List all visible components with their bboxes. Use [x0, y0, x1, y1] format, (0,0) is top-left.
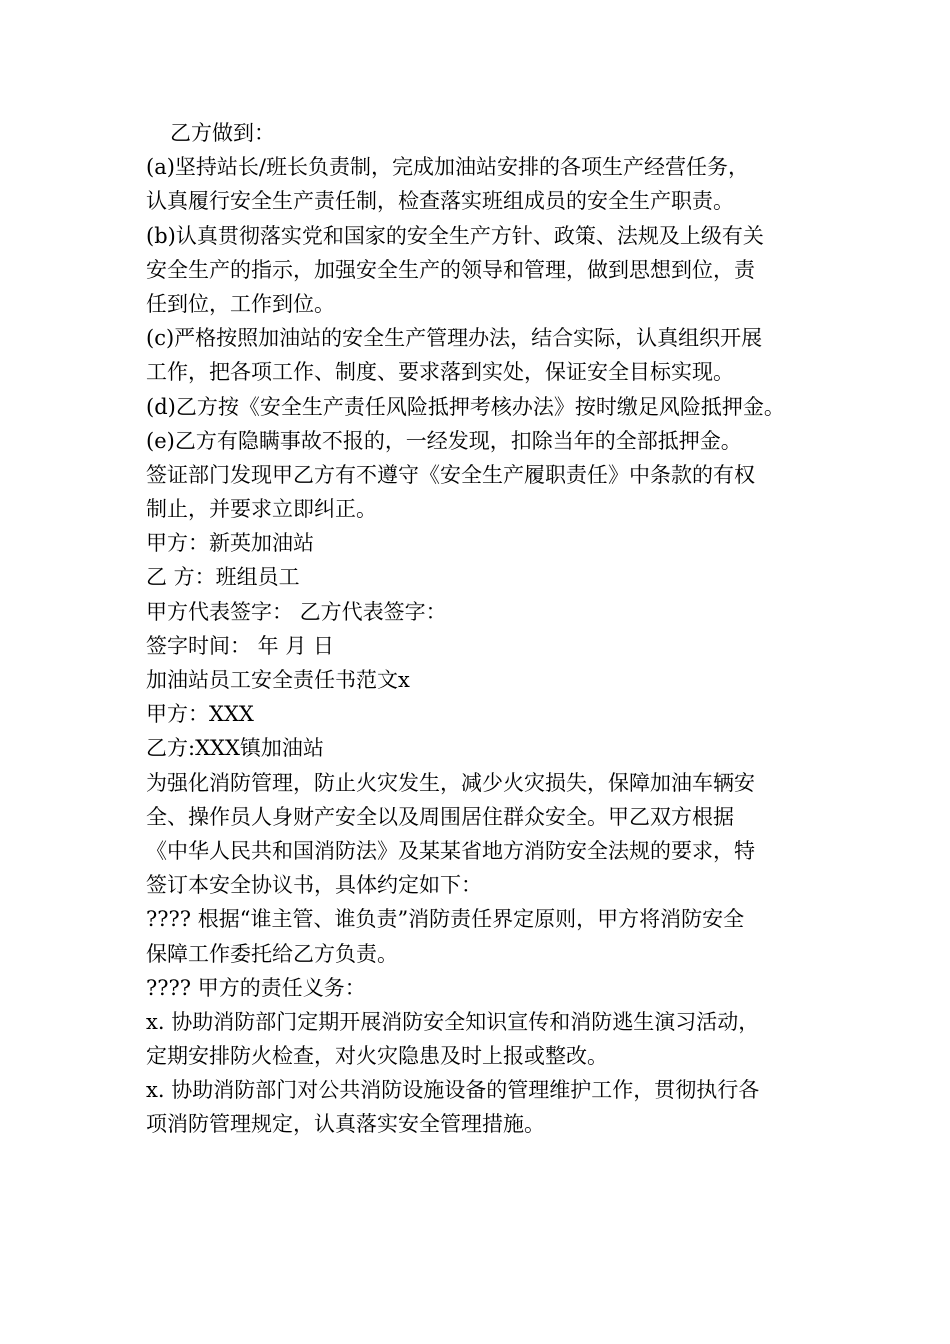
- text-line: 任到位，工作到位。: [146, 291, 335, 316]
- text-line: 为强化消防管理，防止火灾发生，减少火灾损失，保障加油车辆安: [146, 770, 755, 795]
- text-line: (a)坚持站长/班长负责制，完成加油站安排的各项生产经营任务，: [146, 155, 749, 180]
- text-line: 加油站员工安全责任书范文x: [146, 668, 410, 692]
- document-page: [146, 116, 826, 1142]
- text-line: ???? 甲方的责任义务：: [146, 975, 366, 1000]
- text-line: 甲方：新英加油站: [146, 531, 314, 556]
- text-line: x. 协助消防部门定期开展消防安全知识宣传和消防逃生演习活动，: [146, 1009, 760, 1034]
- text-line: (e)乙方有隐瞒事故不报的，一经发现，扣除当年的全部抵押金。: [146, 428, 742, 453]
- text-line: 乙方做到：: [170, 121, 275, 145]
- text-line: 制止，并要求立即纠正。: [146, 497, 377, 522]
- text-line: 安全生产的指示，加强安全生产的领导和管理，做到思想到位，责: [146, 257, 755, 282]
- text-line: 项消防管理规定，认真落实安全管理措施。: [146, 1112, 545, 1137]
- text-line: (d)乙方按《安全生产责任风险抵押考核办法》按时缴足风险抵押金。: [146, 394, 785, 419]
- text-line: 签订本安全协议书，具体约定如下：: [146, 873, 482, 898]
- text-line: 乙 方：班组员工: [146, 565, 300, 590]
- text-line: 甲方：XXX: [146, 702, 254, 727]
- text-line: 全、操作员人身财产安全以及周围居住群众安全。甲乙双方根据: [146, 804, 734, 829]
- text-line: (c)严格按照加油站的安全生产管理办法，结合实际，认真组织开展: [146, 326, 763, 351]
- text-line: 甲方代表签字： 乙方代表签字：: [146, 599, 447, 624]
- text-line: 定期安排防火检查，对火灾隐患及时上报或整改。: [146, 1044, 608, 1069]
- text-line: ???? 根据“谁主管、谁负责”消防责任界定原则，甲方将消防安全: [146, 907, 745, 932]
- text-line: 签字时间： 年 月 日: [146, 633, 335, 658]
- text-line: 签证部门发现甲乙方有不遵守《安全生产履职责任》中条款的有权: [146, 462, 755, 487]
- text-line: (b)认真贯彻落实党和国家的安全生产方针、政策、法规及上级有关: [146, 223, 764, 248]
- text-line: 保障工作委托给乙方负责。: [146, 941, 398, 966]
- text-line: 《中华人民共和国消防法》及某某省地方消防安全法规的要求，特: [146, 838, 755, 863]
- text-line: 认真履行安全生产责任制，检查落实班组成员的安全生产职责。: [146, 189, 734, 214]
- text-line: 乙方:XXX镇加油站: [146, 736, 324, 761]
- text-line: 工作，把各项工作、制度、要求落到实处，保证安全目标实现。: [146, 360, 734, 385]
- text-line: x. 协助消防部门对公共消防设施设备的管理维护工作，贯彻执行各: [146, 1078, 760, 1103]
